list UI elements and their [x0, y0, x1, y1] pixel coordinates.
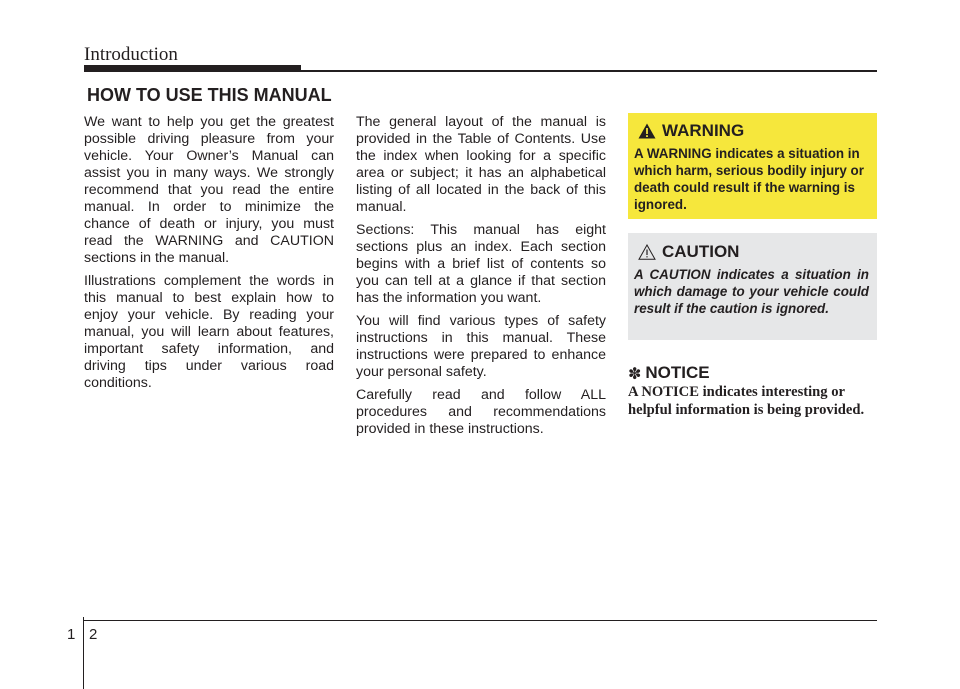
notice-heading [628, 363, 710, 383]
footer-divider [83, 617, 84, 689]
caution-text: A CAUTION indicates a situation in which damage to your vehicle could result if the caution is ignored. [634, 267, 869, 316]
footer-rule [84, 620, 877, 621]
paragraph: The general layout of the manual is provided in the Table of Contents. Use the index when looking for a specific area or subject; it has an alphabetical listing of all located in the back of this manual. [356, 114, 606, 215]
notice-text: A NOTICE indicates interesting or helpful information is being provided. [628, 384, 865, 418]
warning-heading [634, 121, 869, 141]
chapter-number: 1 [67, 626, 76, 643]
caution-box [628, 233, 877, 340]
warning-text: A WARNING indicates a situation in which harm, serious bodily injury or death could result if the warning is ignored. [634, 146, 864, 212]
warning-triangle-icon [638, 123, 656, 139]
text-column-1 [84, 114, 334, 398]
paragraph: Sections: This manual has eight sections plus an index. Each section begins with a brief list of contents so you can tell at a glance if that section has the information you want. [356, 222, 606, 306]
warning-title: WARNING [662, 121, 745, 140]
header-rule-accent [84, 65, 301, 71]
page-number: 2 [89, 626, 98, 643]
paragraph: Carefully read and follow ALL procedures and recommendations provided in these instructions. [356, 387, 606, 437]
header-title: Introduction [84, 44, 178, 65]
warning-box [628, 113, 877, 219]
paragraph: Illustrations complement the words in this manual to best explain how to enjoy your vehicle. By reading your manual, you will learn about features, important safety information, and driving tips under various road conditions. [84, 273, 334, 391]
notice-star-icon: ✽ [628, 363, 642, 383]
section-heading: HOW TO USE THIS MANUAL [87, 85, 332, 105]
paragraph: We want to help you get the greatest possible driving pleasure from your vehicle. Your Owner’s Manual can assist you in many ways. We strongly recommend that you read the entire manual. In order to minimize the chance of death or injury, you must read the WARNING and CAUTION sections in the manual. [84, 114, 334, 266]
caution-heading [634, 242, 869, 262]
caution-triangle-icon [638, 244, 656, 260]
paragraph: You will find various types of safety instructions in this manual. These instructions were prepared to enhance your personal safety. [356, 313, 606, 380]
text-column-2 [356, 114, 606, 444]
notice-title: NOTICE [645, 363, 710, 382]
caution-title: CAUTION [662, 242, 740, 261]
